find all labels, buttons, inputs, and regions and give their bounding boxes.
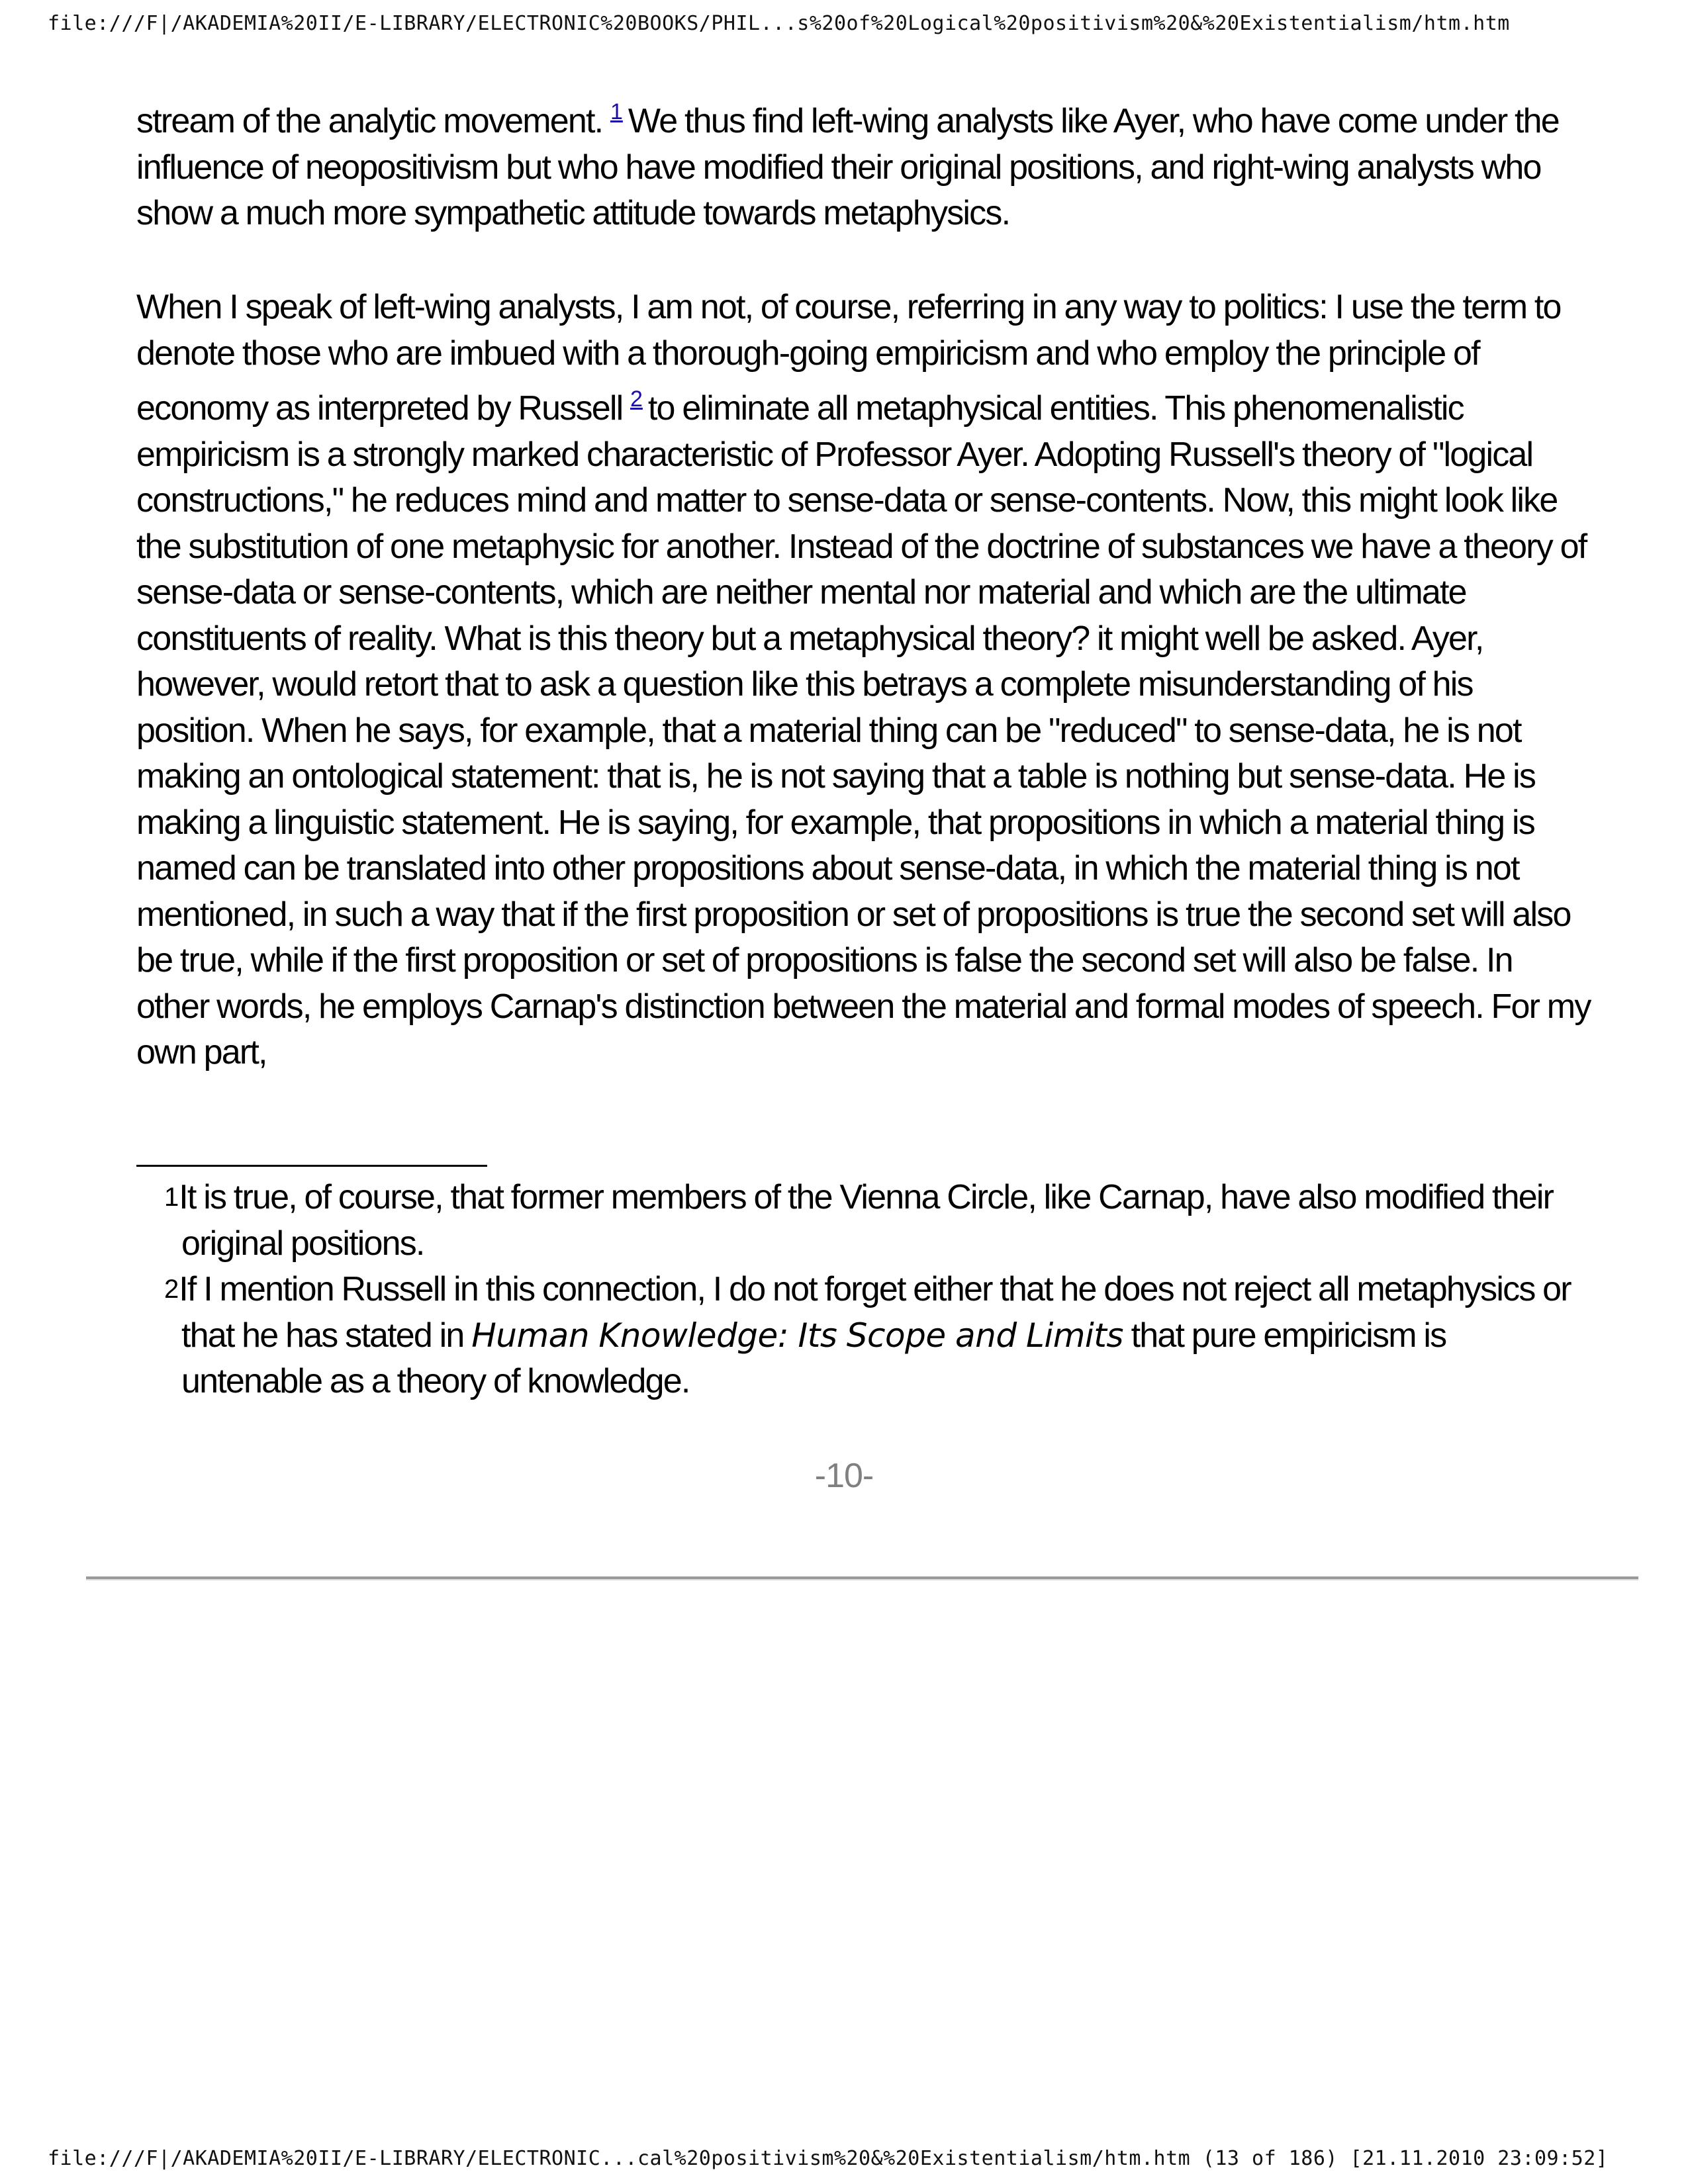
paragraph-line: denote those who are imbued with a thorough-going empiricism and who employ the principle of bbox=[136, 334, 1479, 373]
book-title: Human Knowledge: Its Scope and Limits bbox=[471, 1316, 1123, 1355]
footnote-1 bbox=[164, 1175, 1601, 1221]
paragraph-line: own part, bbox=[136, 1033, 267, 1071]
paragraph-line: mentioned, in such a way that if the first proposition or set of propositions is true the second set will also bbox=[136, 895, 1571, 934]
footnote-2-continuation: untenable as a theory of knowledge. bbox=[181, 1362, 690, 1400]
text-span: We thus find left-wing analysts like Ayer, who have come under the bbox=[628, 102, 1559, 140]
text-span: If I mention Russell in this connection, I do not forget either that he does not reject all metaphysics or bbox=[179, 1270, 1571, 1308]
paragraph-line bbox=[136, 377, 1599, 432]
paragraph-line: making a linguistic statement. He is saying, for example, that propositions in which a material thing is bbox=[136, 803, 1534, 842]
paragraph-line: however, would retort that to ask a question like this betrays a complete misunderstanding of his bbox=[136, 665, 1473, 704]
paragraph-line: the substitution of one metaphysic for another. Instead of the doctrine of substances we have a theory of bbox=[136, 527, 1587, 566]
paragraph-line: constituents of reality. What is this theory but a metaphysical theory? it might well be asked. Ayer, bbox=[136, 619, 1483, 658]
page-number: -10- bbox=[814, 1457, 874, 1495]
text-span: to eliminate all metaphysical entities. This phenomenalistic bbox=[647, 389, 1464, 428]
paragraph-line: other words, he employs Carnap's distinction between the material and formal modes of speech. For my bbox=[136, 987, 1591, 1026]
footnote-divider bbox=[136, 1165, 487, 1167]
paragraph-line bbox=[136, 89, 1599, 145]
footnote-2-continuation bbox=[164, 1313, 1601, 1359]
paragraph-1 bbox=[136, 89, 1599, 237]
paragraph-line: making an ontological statement: that is, he is not saying that a table is nothing but sense-data. He is bbox=[136, 757, 1536, 796]
paragraph-line: influence of neopositivism but who have modified their original positions, and right-wing analysts who bbox=[136, 148, 1541, 187]
text-span: economy as interpreted by Russell bbox=[136, 389, 623, 428]
footnote-number: 2 bbox=[164, 1275, 179, 1304]
text-span: It is true, of course, that former members of the Vienna Circle, like Carnap, have also modified their bbox=[179, 1178, 1554, 1216]
text-span: stream of the analytic movement. bbox=[136, 102, 603, 140]
footnote-ref-2-link[interactable]: 2 bbox=[630, 387, 643, 412]
browser-header-url: file:///F|/AKADEMIA%20II/E-LIBRARY/ELECTRONIC%20BOOKS/PHIL...s%20of%20Logical%20positivism%20&%20Existentialism/htm.htm bbox=[48, 12, 1510, 35]
paragraph-line: empiricism is a strongly marked characteristic of Professor Ayer. Adopting Russell's theory of "logical bbox=[136, 435, 1533, 474]
paragraph-line: When I speak of left-wing analysts, I am not, of course, referring in any way to politics: I use the term to bbox=[136, 288, 1561, 326]
footnote-ref-1-link[interactable]: 1 bbox=[610, 99, 623, 124]
footnote-number: 1 bbox=[164, 1183, 179, 1212]
browser-footer-url: file:///F|/AKADEMIA%20II/E-LIBRARY/ELECTRONIC...cal%20positivism%20&%20Existentialism/htm.htm (13 of 186) [21.11.2010 23:09:52] bbox=[48, 2147, 1609, 2170]
paragraph-line: named can be translated into other propositions about sense-data, in which the material thing is not bbox=[136, 849, 1519, 887]
paragraph-line: constructions," he reduces mind and matter to sense-data or sense-contents. Now, this might look like bbox=[136, 481, 1558, 520]
footnote-2 bbox=[164, 1267, 1601, 1313]
paragraph-line: sense-data or sense-contents, which are neither mental nor material and which are the ultimate bbox=[136, 573, 1466, 612]
paragraph-2 bbox=[136, 285, 1599, 1076]
footnotes-section bbox=[164, 1175, 1601, 1405]
footnote-1-continuation: original positions. bbox=[181, 1224, 424, 1263]
text-span: that he has stated in bbox=[181, 1316, 464, 1355]
text-span: that pure empiricism is bbox=[1131, 1316, 1446, 1355]
paragraph-line: show a much more sympathetic attitude towards metaphysics. bbox=[136, 194, 1010, 232]
horizontal-rule bbox=[86, 1576, 1638, 1580]
paragraph-line: position. When he says, for example, that a material thing can be "reduced" to sense-data, he is not bbox=[136, 711, 1521, 750]
paragraph-line: be true, while if the first proposition or set of propositions is false the second set will also be false. In bbox=[136, 941, 1513, 979]
